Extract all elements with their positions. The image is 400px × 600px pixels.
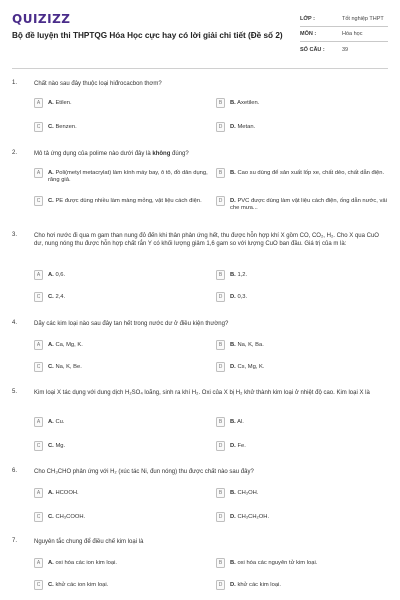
option-letter: A bbox=[34, 270, 43, 280]
header bbox=[0, 0, 400, 60]
option-key: A. bbox=[48, 341, 54, 348]
option-key: C. bbox=[48, 293, 54, 300]
option-key: B. bbox=[230, 271, 236, 278]
option-key: B. bbox=[230, 99, 236, 106]
option-key: B. bbox=[230, 341, 236, 348]
option-letter: D bbox=[216, 292, 225, 302]
option-key: C. bbox=[48, 581, 54, 588]
question-7 bbox=[12, 538, 388, 594]
option-text: oxi hóa các nguyên tử kim loại. bbox=[237, 559, 318, 566]
option-c[interactable] bbox=[34, 292, 65, 302]
option-key: A. bbox=[48, 559, 54, 566]
option-text: 0,6. bbox=[55, 271, 66, 278]
option-text: Ca, Mg, K. bbox=[55, 341, 83, 348]
option-letter: D bbox=[216, 196, 225, 206]
option-key: A. bbox=[48, 99, 54, 106]
option-text: Cs, Mg, K. bbox=[237, 363, 265, 370]
option-key: D. bbox=[230, 363, 236, 370]
option-key: D. bbox=[230, 197, 236, 204]
option-text: Benzen. bbox=[55, 123, 77, 130]
option-text: Etilen. bbox=[55, 99, 72, 106]
option-letter: D bbox=[216, 122, 225, 132]
option-key: B. bbox=[230, 418, 236, 425]
meta-value: 39 bbox=[342, 46, 349, 53]
option-d[interactable] bbox=[216, 580, 281, 590]
option-key: B. bbox=[230, 559, 236, 566]
option-text: Na, K, Be. bbox=[55, 363, 82, 370]
option-text: PE được dùng nhiều làm màng mỏng, vật liệu cách điện. bbox=[55, 197, 202, 204]
option-letter: A bbox=[34, 488, 43, 498]
option-a[interactable] bbox=[34, 488, 79, 498]
option-letter: D bbox=[216, 580, 225, 590]
question-text: Chất nào sau đây thuộc loại hiđrocacbon thơm? bbox=[34, 81, 162, 87]
option-letter: C bbox=[34, 441, 43, 451]
option-text: PVC được dùng làm vật liệu cách điện, ống dẫn nước, vải che mưa... bbox=[230, 197, 387, 211]
option-letter: C bbox=[34, 580, 43, 590]
meta-value: Tốt nghiệp THPT bbox=[342, 16, 384, 22]
option-text: Al. bbox=[237, 418, 244, 425]
question-number: 2. bbox=[12, 150, 18, 156]
option-text: HCOOH. bbox=[55, 489, 79, 496]
meta-value: Hóa học bbox=[342, 31, 363, 37]
option-key: C. bbox=[48, 513, 54, 520]
option-b[interactable] bbox=[216, 98, 259, 108]
question-5 bbox=[12, 389, 388, 455]
option-key: A. bbox=[48, 489, 54, 496]
option-d[interactable] bbox=[216, 362, 265, 372]
option-d[interactable] bbox=[216, 196, 388, 211]
option-letter: A bbox=[34, 168, 43, 178]
option-text: Na, K, Ba. bbox=[237, 341, 264, 348]
option-text: Axetilen. bbox=[237, 99, 260, 106]
meta-row-subject bbox=[300, 27, 388, 42]
option-text: 0,3. bbox=[237, 293, 248, 300]
option-text: Cu. bbox=[55, 418, 65, 425]
option-a[interactable] bbox=[34, 417, 64, 427]
question-text: Cho hơi nước đi qua m gam than nung đỏ đến khi thân phản ứng hết, thu được hỗn hợp khí X gồm CO, CO₂, H₂. Cho X qua CuO dư, nung nóng thu được hỗn hợp chất rắn Y có khối lượng giảm 1,6 gam so với lượng CuO ban đầu. Giá trị của m là: bbox=[34, 233, 379, 247]
option-letter: A bbox=[34, 340, 43, 350]
question-6 bbox=[12, 468, 388, 524]
question-number: 6. bbox=[12, 468, 18, 474]
option-b[interactable] bbox=[216, 168, 388, 178]
option-text: khử các ion kim loại. bbox=[55, 581, 109, 588]
option-key: B. bbox=[230, 489, 236, 496]
option-key: C. bbox=[48, 123, 54, 130]
option-text: Metan. bbox=[237, 123, 256, 130]
option-key: D. bbox=[230, 123, 236, 130]
option-b[interactable] bbox=[216, 558, 317, 568]
question-number: 4. bbox=[12, 320, 18, 326]
option-letter: C bbox=[34, 292, 43, 302]
option-key: A. bbox=[48, 169, 54, 176]
option-c[interactable] bbox=[34, 122, 77, 132]
option-c[interactable] bbox=[34, 512, 85, 522]
option-letter: C bbox=[34, 362, 43, 372]
option-text: 1,2. bbox=[237, 271, 248, 278]
option-a[interactable] bbox=[34, 558, 117, 568]
option-letter: B bbox=[216, 340, 225, 350]
option-c[interactable] bbox=[34, 580, 108, 590]
option-text: oxi hóa các ion kim loại. bbox=[55, 559, 117, 566]
option-b[interactable] bbox=[216, 488, 258, 498]
meta-label: MÔN : bbox=[300, 31, 317, 37]
option-letter: B bbox=[216, 488, 225, 498]
option-text: CH₃OH. bbox=[237, 489, 259, 496]
option-key: D. bbox=[230, 513, 236, 520]
option-letter: B bbox=[216, 270, 225, 280]
question-number: 1. bbox=[12, 80, 18, 86]
option-letter: C bbox=[34, 512, 43, 522]
option-key: D. bbox=[230, 442, 236, 449]
header-divider bbox=[12, 68, 388, 69]
option-letter: D bbox=[216, 362, 225, 372]
question-text: Nguyên tắc chung để điều chế kim loại là bbox=[34, 539, 144, 545]
option-key: B. bbox=[230, 169, 236, 176]
question-number: 7. bbox=[12, 538, 18, 544]
option-a[interactable] bbox=[34, 168, 210, 183]
option-letter: A bbox=[34, 417, 43, 427]
option-letter: B bbox=[216, 558, 225, 568]
option-key: C. bbox=[48, 197, 54, 204]
option-key: A. bbox=[48, 271, 54, 278]
option-letter: D bbox=[216, 512, 225, 522]
option-letter: D bbox=[216, 441, 225, 451]
option-key: C. bbox=[48, 363, 54, 370]
option-b[interactable] bbox=[216, 340, 264, 350]
option-text: CH₃COOH. bbox=[55, 513, 86, 520]
option-c[interactable] bbox=[34, 362, 82, 372]
option-text: khử các kim loại. bbox=[237, 581, 281, 588]
option-letter: B bbox=[216, 98, 225, 108]
option-key: D. bbox=[230, 293, 236, 300]
option-a[interactable] bbox=[34, 340, 83, 350]
option-b[interactable] bbox=[216, 417, 244, 427]
meta-row-class bbox=[300, 12, 388, 27]
brand-logo: QUIZIZZ bbox=[12, 12, 71, 26]
question-2 bbox=[12, 150, 388, 220]
option-text: Fe. bbox=[237, 442, 246, 449]
option-key: A. bbox=[48, 418, 54, 425]
option-text: 2,4. bbox=[55, 293, 66, 300]
option-text: Mg. bbox=[55, 442, 66, 449]
option-c[interactable] bbox=[34, 441, 65, 451]
option-letter: B bbox=[216, 417, 225, 427]
option-text: CH₃CH₂OH. bbox=[237, 513, 270, 520]
option-d[interactable] bbox=[216, 122, 255, 132]
document-title: Bộ đề luyện thi THPTQG Hóa Học cực hay có lời giải chi tiết (Đề số 2) bbox=[12, 31, 283, 40]
option-text: Poli(metyl metacrylat) làm kính máy bay, ô tô, đồ dân dụng, răng giả. bbox=[48, 169, 208, 183]
question-1 bbox=[12, 80, 388, 130]
question-text-part: đúng? bbox=[170, 151, 189, 157]
option-b[interactable] bbox=[216, 270, 247, 280]
option-text: Cao su dùng để sản xuất lốp xe, chất dẻo, chất dẫn điện. bbox=[237, 169, 385, 176]
meta-label: LỚP : bbox=[300, 16, 315, 22]
option-key: C. bbox=[48, 442, 54, 449]
option-c[interactable] bbox=[34, 196, 210, 206]
meta-row-count bbox=[300, 42, 388, 57]
option-letter: C bbox=[34, 196, 43, 206]
question-number: 5. bbox=[12, 389, 18, 395]
meta-table bbox=[300, 12, 388, 57]
question-3 bbox=[12, 232, 388, 304]
option-d[interactable] bbox=[216, 441, 246, 451]
option-letter: A bbox=[34, 98, 43, 108]
option-letter: B bbox=[216, 168, 225, 178]
meta-label: SỐ CÂU : bbox=[300, 46, 325, 53]
question-text bbox=[34, 150, 388, 158]
option-letter: C bbox=[34, 122, 43, 132]
option-a[interactable] bbox=[34, 98, 72, 108]
question-emphasis: không bbox=[152, 151, 171, 157]
question-text: Cho CH₃CHO phản ứng với H₂ (xúc tác Ni, đun nóng) thu được chất nào sau đây? bbox=[34, 469, 254, 475]
question-text-part: Mô tả ứng dụng của polime nào dưới đây là bbox=[34, 151, 153, 157]
option-d[interactable] bbox=[216, 292, 247, 302]
option-a[interactable] bbox=[34, 270, 65, 280]
option-key: D. bbox=[230, 581, 236, 588]
question-text: Dãy các kim loại nào sau đây tan hết trong nước dư ở điều kiện thường? bbox=[34, 321, 229, 327]
question-4 bbox=[12, 320, 388, 374]
option-letter: A bbox=[34, 558, 43, 568]
question-number: 3. bbox=[12, 232, 18, 238]
option-d[interactable] bbox=[216, 512, 269, 522]
question-text: Kim loại X tác dụng với dung dịch H₂SO₄ loãng, sinh ra khí H₂. Oxi của X bị H₂ khử thành kim loại ở nhiệt độ cao. Kim loại X là bbox=[34, 390, 370, 396]
